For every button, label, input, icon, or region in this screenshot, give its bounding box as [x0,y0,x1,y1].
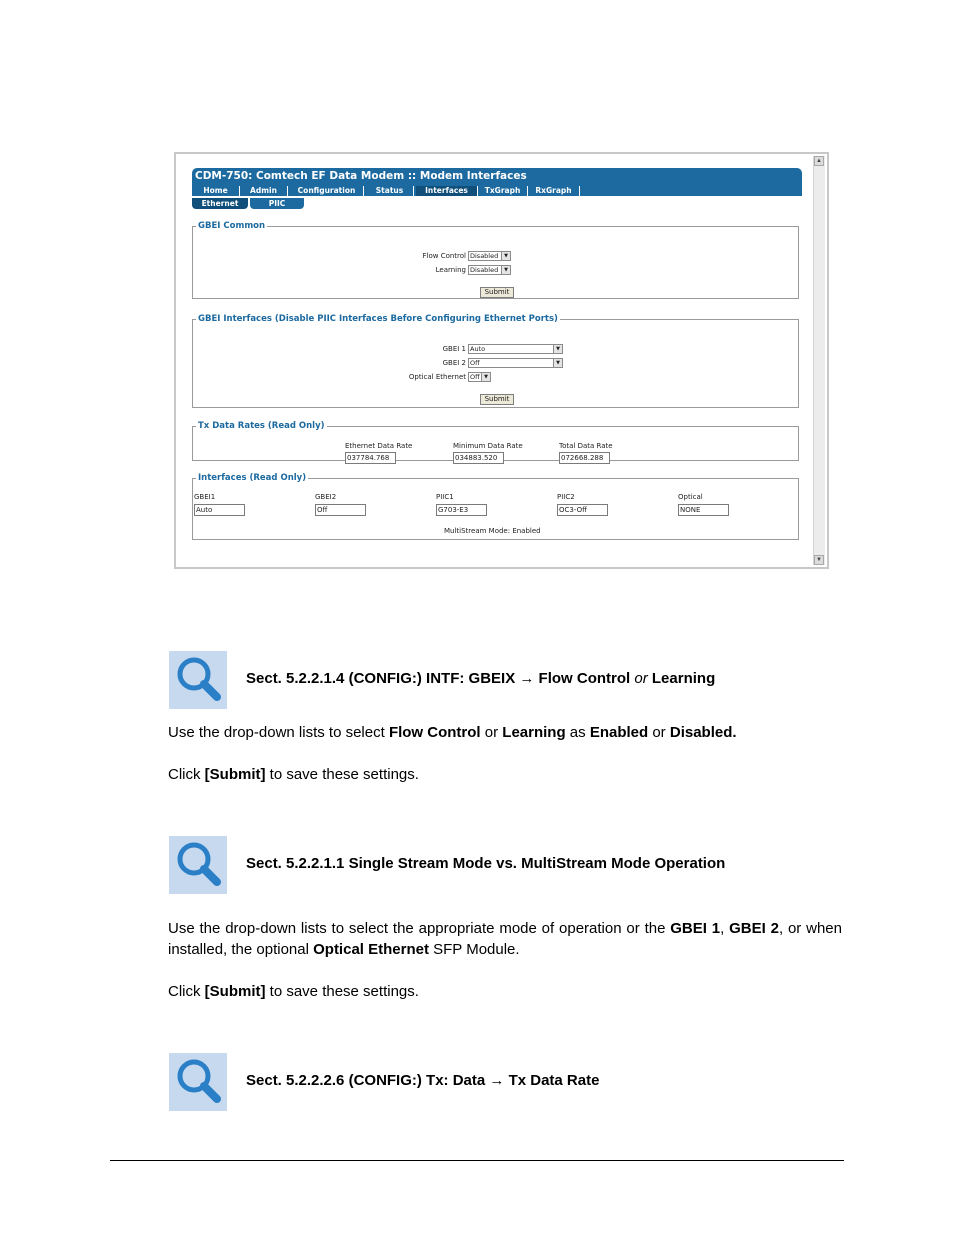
gbei2-ro-field: Off [315,504,366,516]
chevron-down-icon: ▼ [501,252,510,260]
gbei2-ro-label: GBEI2 [315,493,337,501]
paragraph-1: Use the drop-down lists to select Flow Control or Learning as Enabled or Disabled. [168,724,737,741]
modem-web-interface [192,168,802,535]
note-reference-2: Sect. 5.2.2.1.1 Single Stream Mode vs. MultiStream Mode Operation [246,855,726,872]
gbei1-ro-field: Auto [194,504,245,516]
gbei1-select[interactable]: Auto ▼ [468,344,563,354]
ethernet-data-rate-label: Ethernet Data Rate [345,442,413,450]
tx-data-rates-group [192,421,799,461]
subtab-piic[interactable]: PIIC [250,198,304,209]
flow-control-select[interactable]: Disabled ▼ [468,251,511,261]
paragraph-2: Click [Submit] to save these settings. [168,766,419,783]
sub-tab-bar [192,198,802,210]
gbei-common-group [192,221,799,299]
magnifier-icon [169,836,227,894]
scroll-up-arrow-icon[interactable]: ▲ [814,156,824,166]
gbei-common-legend: GBEI Common [198,221,266,231]
chevron-down-icon: ▼ [481,373,490,381]
note-reference-1: Sect. 5.2.2.1.4 (CONFIG:) INTF: GBEIX → Flow Control or Learning [246,670,716,687]
magnifier-icon [169,651,227,709]
submit-button[interactable]: Submit [480,394,514,405]
optical-ro-label: Optical [678,493,703,501]
gbei1-ro-label: GBEI1 [194,493,216,501]
minimum-data-rate-label: Minimum Data Rate [453,442,523,450]
footer-divider [110,1160,844,1161]
total-data-rate-field: 072668.288 [559,452,610,464]
ethernet-data-rate-field: 037784.768 [345,452,396,464]
optical-ro-field: NONE [678,504,729,516]
note-reference-3: Sect. 5.2.2.2.6 (CONFIG:) Tx: Data → Tx Data Rate [246,1072,600,1089]
chevron-down-icon: ▼ [553,359,562,367]
optical-ethernet-select[interactable]: Off ▼ [468,372,491,382]
paragraph-3: Use the drop-down lists to select the appropriate mode of operation or the GBEI 1, GBEI 2, or when installed, the optional Optical Ethernet SFP Module. [168,920,842,958]
magnifier-icon [169,1053,227,1111]
subtab-ethernet[interactable]: Ethernet [192,198,248,209]
submit-button[interactable]: Submit [480,287,514,298]
tab-home[interactable]: Home [192,186,240,196]
piic2-ro-field: OC3-Off [557,504,608,516]
tab-rxgraph[interactable]: RxGraph [528,186,580,196]
embedded-screenshot [174,152,829,569]
gbei2-label: GBEI 2 [442,359,466,367]
piic1-ro-label: PIIC1 [436,493,454,501]
chevron-down-icon: ▼ [553,345,562,353]
tx-data-rates-legend: Tx Data Rates (Read Only) [198,421,325,431]
main-tab-bar [192,184,802,198]
chevron-down-icon: ▼ [501,266,510,274]
tab-admin[interactable]: Admin [240,186,288,196]
optical-ethernet-label: Optical Ethernet [408,373,466,381]
minimum-data-rate-field: 034883.520 [453,452,504,464]
page-title: CDM-750: Comtech EF Data Modem :: Modem Interfaces [192,168,802,184]
gbei-interfaces-group [192,314,799,408]
gbei1-label: GBEI 1 [442,345,466,353]
gbei-interfaces-legend: GBEI Interfaces (Disable PIIC Interfaces Before Configuring Ethernet Ports) [198,314,558,324]
interfaces-readonly-legend: Interfaces (Read Only) [198,473,307,483]
tab-status[interactable]: Status [366,186,414,196]
flow-control-label: Flow Control [422,252,466,260]
scroll-down-arrow-icon[interactable]: ▼ [814,555,824,565]
tab-configuration[interactable]: Configuration [290,186,364,196]
piic2-ro-label: PIIC2 [557,493,575,501]
tab-interfaces[interactable]: Interfaces [416,186,478,196]
interfaces-readonly-group [192,473,799,540]
multistream-status: MultiStream Mode: Enabled [444,527,541,535]
total-data-rate-label: Total Data Rate [559,442,613,450]
learning-label: Learning [435,266,466,274]
learning-select[interactable]: Disabled ▼ [468,265,511,275]
paragraph-4: Click [Submit] to save these settings. [168,983,419,1000]
gbei2-select[interactable]: Off ▼ [468,358,563,368]
vertical-scrollbar[interactable] [813,156,825,565]
tab-txgraph[interactable]: TxGraph [478,186,528,196]
piic1-ro-field: G703-E3 [436,504,487,516]
